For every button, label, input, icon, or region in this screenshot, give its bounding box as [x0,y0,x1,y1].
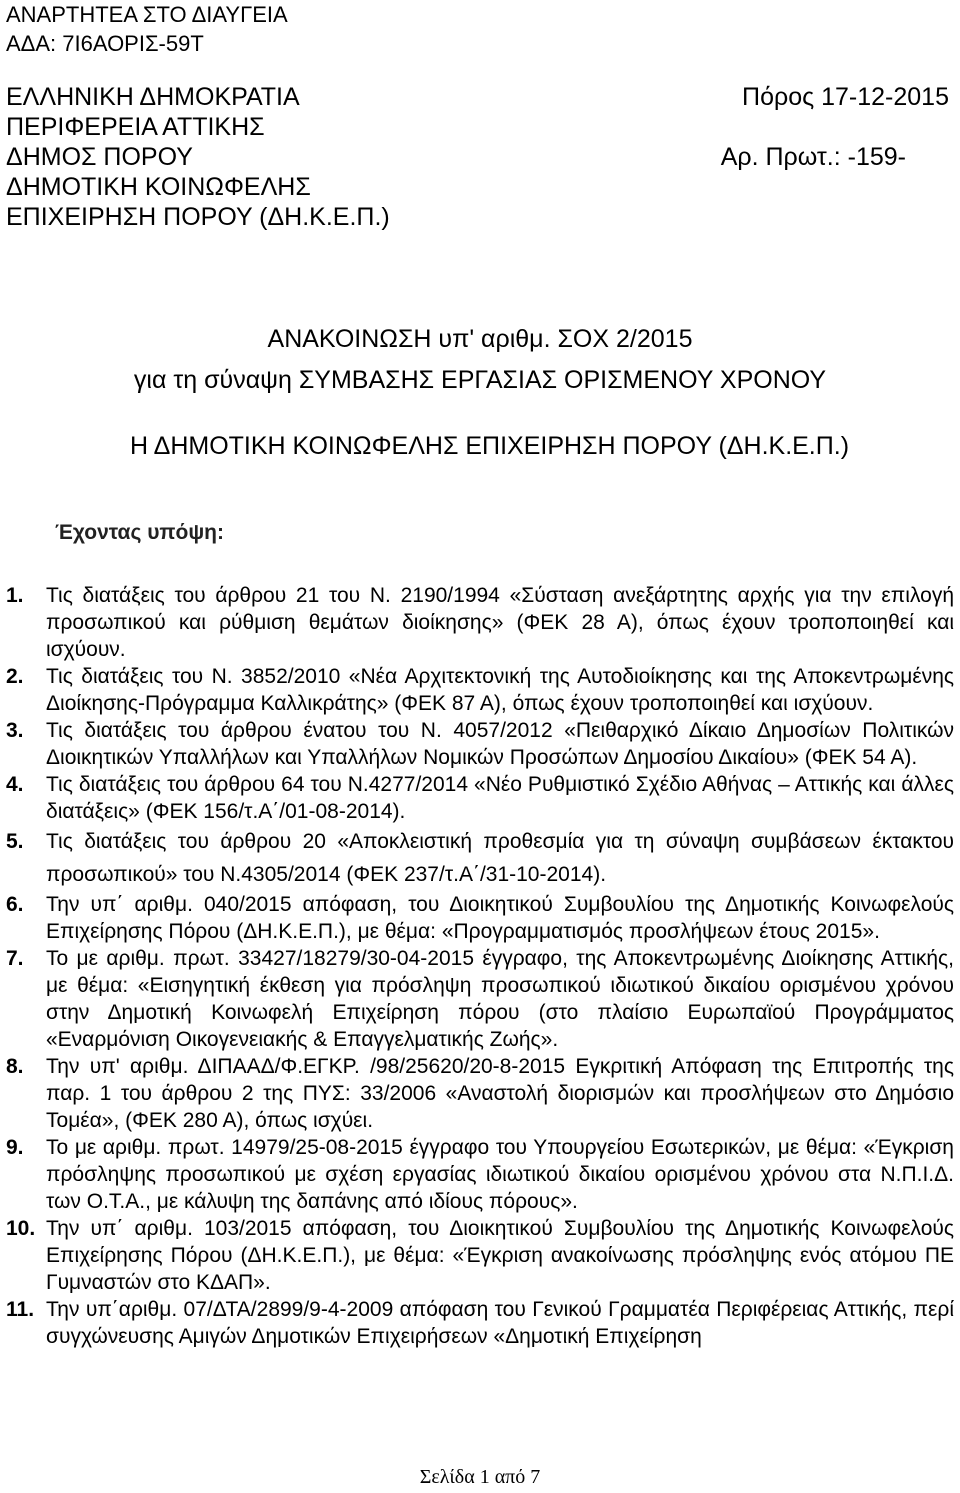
issuer-line: ΔΗΜΟΣ ΠΟΡΟΥ [6,143,193,171]
item-text: Τις διατάξεις του άρθρου 21 του Ν. 2190/1994 «Σύσταση ανεξάρτητης αρχής για την επιλογή προσωπικού και ρύθμιση θεμάτων διοίκησης» (ΦΕΚ 28 Α), όπως έχουν τροποποιηθεί και ισχύουν. [46,584,954,661]
list-item [6,945,954,1053]
item-number: 9. [6,1136,24,1159]
list-item [6,582,954,663]
item-number: 5. [6,830,24,853]
masthead [6,0,288,58]
item-number: 2. [6,665,24,688]
item-text: Τις διατάξεις του άρθρου ένατου του Ν. 4057/2012 «Πειθαρχικό Δίκαιο Δημοσίων Πολιτικών Διοικητικών Υπαλλήλων και Υπαλλήλων Νομικών Προσώπων Δημοσίου Δικαίου» (ΦΕΚ 54 Α). [46,719,954,769]
page-number-footer: Σελίδα 1 από 7 [419,1466,541,1488]
item-number: 6. [6,893,24,916]
list-item [6,1053,954,1134]
item-number: 10. [6,1217,36,1240]
protocol-number: Αρ. Πρωτ.: -159- [720,143,906,171]
item-text: Την υπ' αριθμ. ΔΙΠΑΑΔ/Φ.ΕΓΚΡ. /98/25620/20-8-2015 Εγκριτική Απόφαση της Επιτροπής της παρ. 1 του άρθρου 2 της ΠΥΣ: 33/2006 «Αναστολή διορισμών και προσλήψεων στο Δημόσιο Τομέα», (ΦΕΚ 280 Α), όπως ισχύει. [46,1055,954,1132]
list-item [6,1296,954,1350]
having-regard-heading: Έχοντας υπόψη: [55,521,224,544]
announcement-title: ΑΝΑΚΟΙΝΩΣΗ υπ' αριθμ. ΣΟΧ 2/2015 [267,325,693,353]
list-item [6,717,954,771]
masthead-line-diavgeia: ΑΝΑΡΤΗΤΕΑ ΣΤΟ ΔΙΑΥΓΕΙΑ [6,2,288,27]
item-text: Την υπ΄αριθμ. 07/ΔΤΑ/2899/9-4-2009 απόφαση του Γενικού Γραμματέα Περιφέρειας Αττικής, περί συγχώνευσης Αμιγών Δημοτικών Επιχειρήσεων «Δημοτική Επιχείρηση [46,1298,954,1348]
item-number: 11. [6,1298,35,1321]
announcement-issuer: Η ΔΗΜΟΤΙΚΗ ΚΟΙΝΩΦΕΛΗΣ ΕΠΙΧΕΙΡΗΣΗ ΠΟΡΟΥ (ΔΗ.Κ.Ε.Π.) [130,432,850,460]
announcement-subtitle: για τη σύναψη ΣΥΜΒΑΣΗΣ ΕΡΓΑΣΙΑΣ ΟΡΙΣΜΕΝΟΥ ΧΡΟΝΟΥ [133,366,827,394]
item-number: 1. [6,584,24,607]
list-item [6,663,954,717]
list-item [6,891,954,945]
considerations-list [6,582,954,1350]
item-text: Τις διατάξεις του άρθρου 20 «Αποκλειστική προθεσμία για τη σύναψη συμβάσεων έκτακτου προσωπικού» του Ν.4305/2014 (ΦΕΚ 237/τ.Α΄/31-10-2014). [46,830,954,886]
item-text: Τις διατάξεις του Ν. 3852/2010 «Νέα Αρχιτεκτονική της Αυτοδιοίκησης και της Αποκεντρωμένης Διοίκησης-Πρόγραμμα Καλλικράτης» (ΦΕΚ 87 Α), όπως έχουν τροποποιηθεί και ισχύουν. [46,665,954,715]
list-item [6,1215,954,1296]
masthead-line-ada: ΑΔΑ: 7Ι6ΑΟΡΙΣ-59Τ [6,31,204,56]
item-text: Τις διατάξεις του άρθρου 64 του Ν.4277/2014 «Νέο Ρυθμιστικό Σχέδιο Αθήνας – Αττικής και άλλες διατάξεις» (ΦΕΚ 156/τ.Α΄/01-08-2014). [46,773,954,823]
item-number: 8. [6,1055,24,1078]
issuer-line: ΕΠΙΧΕΙΡΗΣΗ ΠΟΡΟΥ (ΔΗ.Κ.Ε.Π.) [6,203,390,231]
issuer-line: ΠΕΡΙΦΕΡΕΙΑ ΑΤΤΙΚΗΣ [6,113,265,141]
place-date: Πόρος 17-12-2015 [742,83,949,111]
item-number: 4. [6,773,24,796]
issuer-line: ΔΗΜΟΤΙΚΗ ΚΟΙΝΩΦΕΛΗΣ [6,173,311,201]
item-number: 7. [6,947,24,970]
list-item [6,825,954,891]
list-item [6,771,954,825]
list-item [6,1134,954,1215]
item-text: Την υπ΄ αριθμ. 040/2015 απόφαση, του Διοικητικού Συμβουλίου της Δημοτικής Κοινωφελούς Επιχείρησης Πόρου (ΔΗ.Κ.Ε.Π.), με θέμα: «Προγραμματισμός προσλήψεων έτους 2015». [46,893,954,943]
item-text: Το με αριθμ. πρωτ. 14979/25-08-2015 έγγραφο του Υπουργείου Εσωτερικών, με θέμα: «Έγκριση πρόσληψης προσωπικού με σχέση εργασίας ιδιωτικού δικαίου ορισμένου χρόνου στα Ν.Π.Ι.Δ. των Ο.Τ.Α., με κάλυψη της δαπάνης από ιδίους πόρους». [46,1136,954,1213]
item-text: Το με αριθμ. πρωτ. 33427/18279/30-04-2015 έγγραφο, της Αποκεντρωμένης Διοίκησης Αττικής, με θέμα: «Εισηγητική έκθεση για πρόσληψη προσωπικού ιδιωτικού δικαίου ορισμένου χρόνου στην Δημοτική Κοινωφελή Επιχείρηση πόρου (στο πλαίσιο Ευρωπαϊού Προγράμματος «Εναρμόνιση Οικογενειακής & Επαγγελματικής Ζωής». [46,947,954,1051]
item-number: 3. [6,719,24,742]
issuer-block [6,82,390,232]
issuer-line: ΕΛΛΗΝΙΚΗ ΔΗΜΟΚΡΑΤΙΑ [6,83,300,111]
item-text: Την υπ΄ αριθμ. 103/2015 απόφαση, του Διοικητικού Συμβουλίου της Δημοτικής Κοινωφελούς Επιχείρησης Πόρου (ΔΗ.Κ.Ε.Π.), με θέμα: «Έγκριση ανακοίνωσης πρόσληψης ενός ατόμου ΠΕ Γυμναστών στο ΚΔΑΠ». [46,1217,954,1294]
